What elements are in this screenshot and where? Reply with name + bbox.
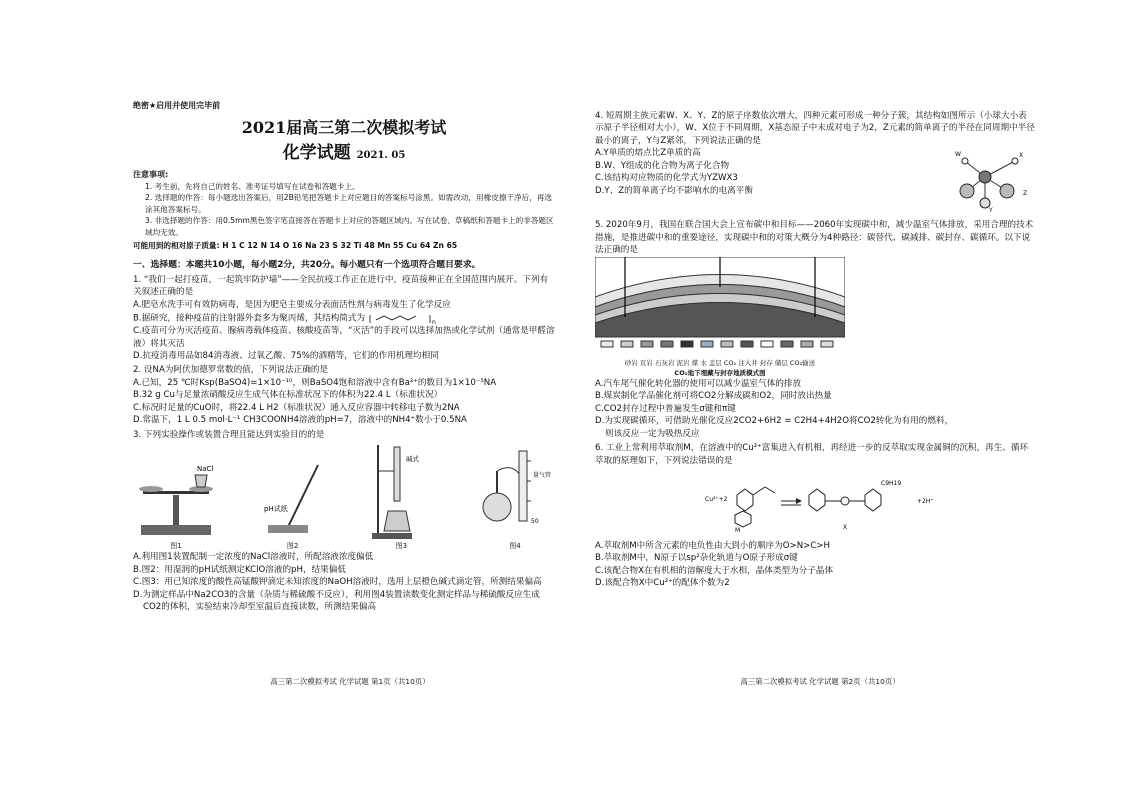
legend-item: 注入井	[738, 359, 758, 368]
ph-label: pH试纸	[263, 505, 288, 514]
page-footer-right: 高三第二次模拟考试 化学试题 第2页（共10页）	[740, 677, 900, 686]
notice-item: 2. 选择题的作答：每小题选出答案后，用2B铅笔把答题卡上对应题目的答案标号涂黑。如需改动，用橡皮擦干净后，再选涂其他答案标号。	[145, 193, 552, 214]
legend-item: CO₂输送	[789, 359, 816, 368]
subject-name: 化学试题	[282, 142, 351, 163]
proton-label: +2H⁺	[917, 498, 934, 506]
q2-option-b: B.32 g Cu与足量浓硝酸反应生成气体在标准状况下的体积为22.4 L（标准状况）	[133, 390, 443, 401]
q1-option-b-text: B.据研究，接种疫苗的注射器外套多为聚丙烯，其结构简式为	[133, 313, 366, 324]
q4-option-c: C.该结构对应物质的化学式为YZWX3	[595, 173, 738, 184]
q1-option-a: A.肥皂水洗手可有效防病毒，是因为肥皂主要成分表面活性剂与病毒发生了化学反应	[133, 299, 451, 310]
q6-option-c: C.该配合物X在有机相的溶解度大于水相，晶体类型为分子晶体	[595, 565, 834, 576]
q1-option-d: D.抗疫消毒用品如84消毒液、过氧乙酸、75%的酒精等，它们的作用机理均相同	[133, 350, 439, 361]
legend-item: 煤	[691, 359, 699, 368]
q3-option-b: B.图2：用湿润的pH试纸测定KClO溶液的pH，结果偏低	[133, 564, 346, 575]
q3-option-a: A.利用图1装置配制一定浓度的NaCl溶液时，所配溶液浓度偏低	[133, 552, 374, 563]
q5-option-a: A.汽车尾气催化转化器的使用可以减少温室气体的排放	[595, 379, 802, 390]
q1-stem: 1. “我们一起打疫苗，一起筑牢防护墙”——全民抗疫工作正在进行中，疫苗接种正在全国范围内展开。下列有关叙述正确的是	[133, 274, 549, 298]
q2-stem: 2. 设NA为阿伏加德罗常数的值，下列说法正确的是	[133, 365, 329, 376]
q4-options	[595, 147, 945, 213]
q5-figure-legend	[595, 359, 845, 368]
q3-option-c: C.图3：用已知浓度的酸性高锰酸钾滴定未知浓度的NaOH溶液时，选用上层橙色碱式滴定管，所测结果偏高	[133, 577, 542, 588]
atom-w-label: W	[955, 151, 961, 159]
notice-item: 3. 非选择题的作答：用0.5mm黑色签字笔直接答在答题卡上对应的答题区域内。写在试卷、草稿纸和答题卡上的非答题区域均无效。	[145, 216, 554, 237]
legend-item: 储层	[774, 359, 788, 368]
q5-figure	[595, 257, 845, 378]
q5-option-d-line2: 则该反应一定为吸热反应	[605, 428, 700, 439]
q5-figure-caption: CO₂地下埋藏与封存地质模式图	[674, 368, 766, 377]
figure-1-caption: 图1	[170, 542, 182, 551]
figure-2	[258, 461, 328, 551]
legend-item: 砂岩	[624, 359, 638, 368]
secret-label: 绝密★启用并使用完毕前	[133, 101, 221, 110]
geological-storage-diagram	[595, 257, 845, 355]
atom-z-label: Z	[1023, 190, 1028, 198]
legend-item: 泥岩	[676, 359, 690, 368]
legend-item: 盖层	[708, 359, 722, 368]
q1-option-c: C.疫苗可分为灭活疫苗、腺病毒载体疫苗、核酸疫苗等，“灭活”的手段可以选择加热或化学试剂（通常是甲醛溶液）将其灭活	[133, 326, 555, 349]
page-footer-left: 高三第二次模拟考试 化学试题 第1页（共10页）	[270, 677, 430, 686]
svg-text:n: n	[431, 319, 436, 326]
section-heading: 一、选择题：本题共10小题，每小题2分，共20分。每小题只有一个选项符合题目要求。	[133, 259, 481, 270]
q3-figures	[133, 441, 555, 551]
figure-4-caption: 图4	[509, 542, 521, 551]
q5-option-c: C.CO2封存过程中普遍发生σ键和π键	[595, 403, 736, 414]
titration-illustration	[366, 441, 436, 541]
polypropylene-structure	[368, 311, 438, 325]
q1-option-b	[133, 311, 555, 325]
atom-x-label: X	[1019, 152, 1024, 160]
notice-item: 1. 考生前，先将自己的姓名、准考证号填写在试卷和答题卡上。	[145, 182, 360, 192]
legend-item: 石灰岩	[654, 359, 675, 368]
atom-y-label: Y	[989, 207, 993, 214]
question-6	[595, 442, 1035, 589]
q4-option-a: A.Y单质的熔点比Z单质的高	[595, 148, 701, 159]
q2-option-d: D.常温下，1 L 0.5 mol·L⁻¹ CH3COONH4溶液的pH=7，溶液中的NH4⁺数小于0.5NA	[133, 415, 467, 426]
notice-heading: 注意事项:	[133, 170, 169, 180]
exam-subject	[133, 141, 555, 166]
q4-stem: 4. 短周期主族元素W、X、Y、Z的原子序数依次增大，四种元素可形成一种分子簇，其结构如图所示（小球大小表示原子半径相对大小），W、X位于不同周期，X基态原子中未成对电子为2，Z元素的简单离子的半径在同周期中半径最小的离子，Y与Z紧邻，下列说法正确的是	[595, 111, 1035, 146]
question-2	[133, 364, 555, 426]
exam-date: 2021. 05	[356, 149, 406, 161]
q6-option-d: D.该配合物X中Cu²⁺的配体个数为2	[595, 578, 730, 588]
gas-tube-label: 量气管	[532, 472, 551, 480]
figure-3	[366, 441, 436, 551]
question-3	[133, 429, 555, 614]
q2-option-c: C.标况时足量的CuO时，将22.4 L H2（标准状况）通入反应容器中转移电子数为2NA	[133, 402, 460, 413]
nacl-label: NaCl	[197, 465, 214, 474]
extraction-reaction-scheme	[705, 471, 945, 533]
q5-option-d-line1: D.为实现碳循环，可借助光催化反应2CO2+6H2 = C2H4+4H2O将CO2转化为有用的燃料，	[595, 416, 954, 427]
gas-collection-illustration	[475, 441, 555, 541]
q3-stem: 3. 下列实验操作或装置合理且能达到实验目的的是	[133, 429, 325, 440]
q4-body	[595, 147, 1035, 213]
question-5	[595, 219, 1035, 440]
q5-option-b: B.煤炭制化学品催化剂可将CO2分解成碳和O2，同时放出热量	[595, 391, 832, 402]
q5-stem: 5. 2020年9月，我国在联合国大会上宣布碳中和目标——2060年实现碳中和，减少温室气体排放，采用合理的技术措施，是推进碳中和的重要途径，实现碳中和的对策大概分为4种路径：碳替代、碳减排、碳封存、碳循环。以下说法正确的是	[595, 220, 1034, 256]
q6-option-b: B.萃取剂M中，N原子以sp²杂化轨道与O原子形成σ键	[595, 553, 798, 564]
alkyl-label: C9H19	[881, 480, 902, 488]
q3-option-d-line1: D.为测定样品中Na2CO3的含量（杂质与稀硫酸不反应），利用图4装置读数变化测定样品与稀硫酸反应生成	[133, 589, 540, 600]
label-x: X	[843, 524, 848, 532]
q3-option-d-line2: CO2的体积，实验结束冷却至室温后直接读数，所测结果偏高	[143, 601, 377, 612]
molecular-cluster-diagram	[945, 147, 1035, 213]
legend-item: 页岩	[639, 359, 653, 368]
legend-item: 封存	[759, 359, 773, 368]
burette-label: 碱式	[406, 455, 420, 464]
q4-option-d: D.Y、Z的简单离子均不影响水的电离平衡	[595, 185, 753, 196]
figure-3-caption: 图3	[395, 542, 408, 551]
q2-option-a: A.已知，25 ℃时Ksp(BaSO4)=1×10⁻¹⁰，则BaSO4饱和溶液中含有Ba²⁺的数目为1×10⁻⁵NA	[133, 377, 497, 388]
left-page	[133, 100, 555, 613]
balance-scale-illustration	[133, 461, 219, 541]
legend-item: 水	[700, 359, 707, 368]
figure-2-caption: 图2	[286, 542, 299, 551]
cu-reactant-label: Cu²⁺+2	[705, 496, 728, 504]
question-1	[133, 274, 555, 363]
legend-item: CO₂	[723, 359, 737, 368]
q6-option-a: A.萃取剂M中所含元素的电负性由大到小的顺序为O>N>C>H	[595, 540, 831, 551]
label-m: M	[735, 527, 741, 534]
figure-4	[475, 441, 555, 551]
scale-50-label: 50	[530, 518, 539, 526]
right-page	[595, 108, 1035, 589]
exam-title: 2021届高三第二次模拟考试	[241, 117, 447, 137]
atomic-masses: 可能用到的相对原子质量: H 1 C 12 N 14 O 16 Na 23 S 32 Ti 48 Mn 55 Cu 64 Zn 65	[133, 240, 458, 250]
q6-stem: 6. 工业上常利用萃取剂M，在溶液中的Cu²⁺富集进入有机相，再经进一步的反萃取实现金属铜的沉积，再生、循环萃取的原理如下，下列说法错误的是	[595, 443, 1029, 466]
notice-list	[133, 181, 555, 238]
q4-option-b: B.W、Y组成的化合物为离子化合物	[595, 160, 730, 171]
ph-paper-illustration	[258, 461, 328, 541]
figure-1	[133, 461, 219, 551]
question-4	[595, 110, 1035, 213]
